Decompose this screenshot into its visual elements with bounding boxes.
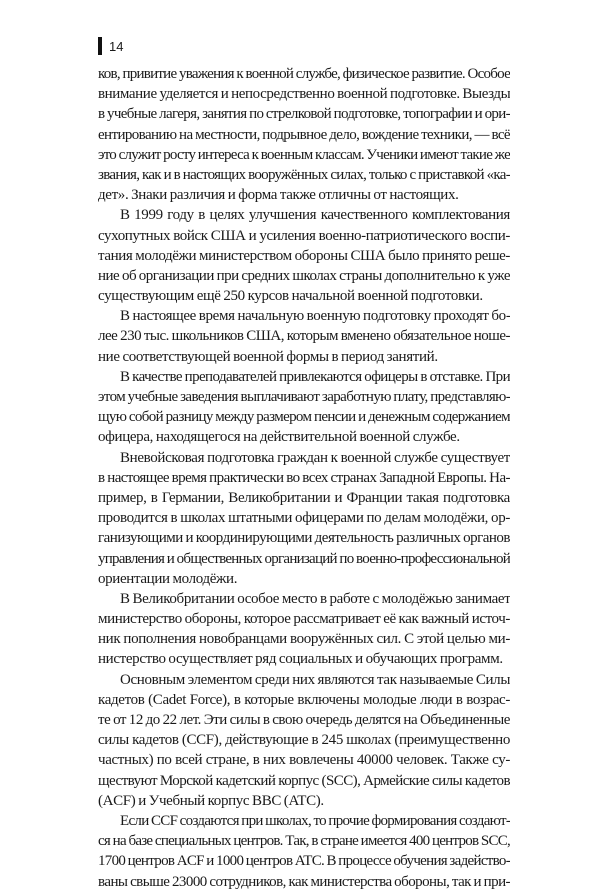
- text-line: ние об организации при средних школах страны дополнительно к уже: [98, 267, 510, 284]
- text-line: это служит росту интереса к военным классам. Ученики имеют такие же: [98, 146, 510, 163]
- text-line: 1700 центров ACF и 1000 центров ATC. В процессе обучения задейство-: [98, 853, 510, 870]
- text-line: ваны свыше 23000 сотрудников, как министерства обороны, так и при-: [98, 873, 510, 890]
- text-line: внимание уделяется и непосредственно военной подготовке. Выезды: [98, 86, 510, 103]
- header-marker-bar: [98, 37, 102, 55]
- text-line: в настоящее время практически во всех странах Западной Европы. На-: [98, 469, 510, 486]
- text-line: сухопутных войск США и усиления военно-патриотического воспи-: [98, 227, 510, 244]
- text-line: Вневойсковая подготовка граждан к военной службе существует: [120, 449, 510, 466]
- text-line: существующим ещё 250 курсов начальной военной подготовки.: [98, 288, 483, 305]
- text-line: ние соответствующей военной формы в период занятий.: [98, 348, 438, 365]
- text-line: офицера, находящегося на действительной военной службе.: [98, 429, 460, 446]
- text-line: ориентации молодёжи.: [98, 570, 238, 587]
- text-line: силы кадетов (CCF), действующие в 245 школах (преимущественно: [98, 732, 510, 749]
- text-line: министерство обороны, которое рассматривает её как важный источ-: [98, 611, 510, 628]
- text-line: те от 12 до 22 лет. Эти силы в свою очередь делятся на Объединенные: [98, 712, 510, 728]
- text-line: В Великобритании особое место в работе с молодёжью занимает: [120, 590, 510, 607]
- text-line: лее 230 тыс. школьников США, которым вменено обязательное ноше-: [98, 328, 510, 345]
- text-line: нистерство осуществляет ряд социальных и обучающих программ.: [98, 651, 503, 668]
- page-header: [98, 36, 123, 56]
- text-line: щую собой разницу между размером пенсии и денежным содержанием: [98, 409, 510, 426]
- text-line: ник пополнения новобранцами вооружённых сил. С этой целью ми-: [98, 631, 510, 648]
- text-line: В настоящее время начальную военную подготовку проходят бо-: [120, 308, 510, 325]
- text-line: (ACF) и Учебный корпус ВВС (ATC).: [98, 792, 324, 809]
- page-number: 14: [109, 38, 124, 54]
- text-line: кадетов (Cadet Force), в которые включены молодые люди в возрас-: [98, 691, 510, 708]
- text-line: ков, привитие уважения к военной службе, физическое развитие. Особое: [98, 66, 510, 82]
- text-line: звания, как и в настоящих вооружённых силах, только с приставкой «ка-: [98, 166, 510, 183]
- text-line: частных) по всей стране, в них вовлечены 40000 человек. Также су-: [98, 752, 510, 769]
- text-line: тания молодёжи министерством обороны США было принято реше-: [98, 247, 510, 264]
- text-line: пример, в Германии, Великобритании и Франции такая подготовка: [98, 489, 510, 506]
- text-line: проводится в школах штатными офицерами по делам молодёжи, ор-: [98, 510, 510, 527]
- text-line: в учебные лагеря, занятия по стрелковой подготовке, топографии и ори-: [98, 106, 510, 123]
- text-line: этом учебные заведения выплачивают заработную плату, представляю-: [98, 389, 510, 405]
- text-line: ентированию на местности, подрывное дело, вождение техники, — всё: [98, 126, 510, 143]
- text-line: В 1999 году в целях улучшения качественного комплектования: [120, 207, 510, 224]
- text-line: В качестве преподавателей привлекаются офицеры в отставке. При: [120, 368, 510, 385]
- text-line: ществуют Морской кадетский корпус (SCC), Армейские силы кадетов: [98, 772, 510, 789]
- text-line: Основным элементом среди них являются так называемые Силы: [120, 671, 510, 688]
- text-line: Если CCF создаются при школах, то прочие формирования создают-: [120, 812, 510, 829]
- body-text: [98, 64, 510, 892]
- text-line: дет». Знаки различия и форма также отличны от настоящих.: [98, 187, 459, 204]
- text-line: ся на базе специальных центров. Так, в стране имеется 400 центров SCC,: [98, 833, 510, 850]
- text-line: ганизующими и координирующими деятельность различных органов: [98, 530, 510, 547]
- text-line: управления и общественных организаций по военно-профессиональной: [98, 550, 510, 567]
